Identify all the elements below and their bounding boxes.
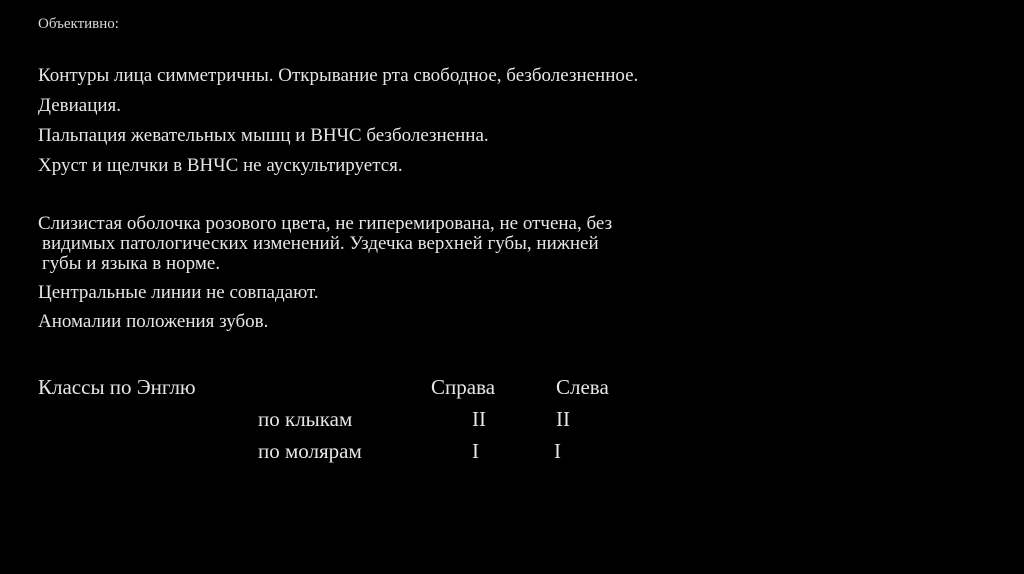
text-paragraph-mucosa bbox=[38, 213, 612, 275]
mucosa-line-3: губы и языка в норме. bbox=[42, 253, 221, 274]
text-line-crepitus: Хруст и щелчки в ВНЧС не аускультируется. bbox=[38, 155, 403, 176]
angle-row-molars-left: I bbox=[554, 439, 561, 463]
text-line-central-lines: Центральные линии не совпадают. bbox=[38, 282, 319, 303]
angle-table-header-right: Справа bbox=[431, 375, 496, 399]
angle-table-header-left: Слева bbox=[556, 375, 609, 399]
mucosa-line-1: Слизистая оболочка розового цвета, не гиперемирована, не отчена, без bbox=[38, 213, 613, 234]
angle-row-label-canines: по клыкам bbox=[258, 407, 353, 431]
angle-row-canines-left: II bbox=[556, 407, 570, 431]
text-line-deviation: Девиация. bbox=[38, 95, 122, 116]
angle-row-canines-right: II bbox=[472, 407, 486, 431]
text-line-palpation: Пальпация жевательных мышц и ВНЧС безболезненна. bbox=[38, 125, 489, 146]
angle-row-label-molars: по молярам bbox=[258, 439, 362, 463]
text-line-face-contours: Контуры лица симметричны. Открывание рта свободное, безболезненное. bbox=[38, 65, 639, 86]
text-line-anomalies: Аномалии положения зубов. bbox=[38, 311, 269, 332]
angle-table-title: Классы по Энглю bbox=[38, 375, 196, 399]
angle-row-molars-right: I bbox=[472, 439, 479, 463]
mucosa-line-2: видимых патологических изменений. Уздечка верхней губы, нижней bbox=[42, 233, 599, 254]
slide-heading: Объективно: bbox=[38, 16, 119, 32]
